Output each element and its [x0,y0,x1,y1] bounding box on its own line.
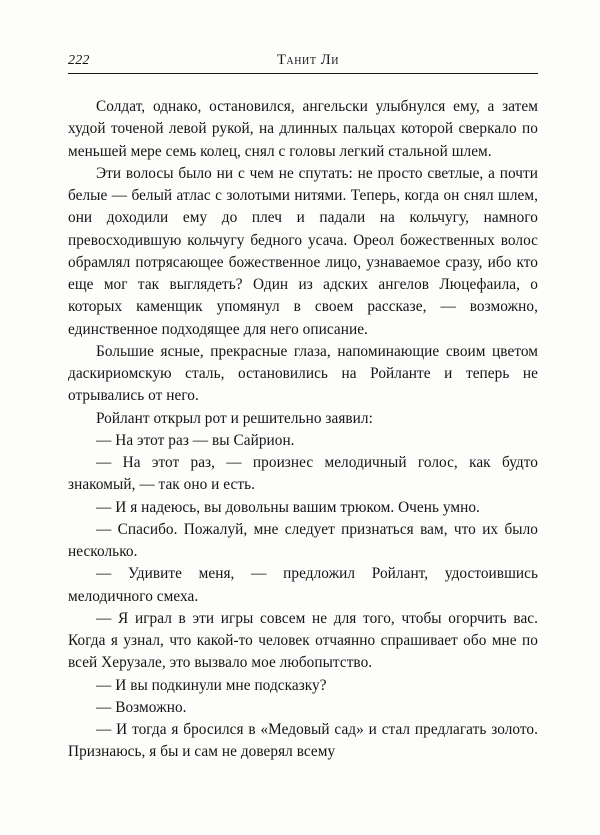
paragraph: — Удивите меня, — предложил Ройлант, удостоившись мелодичного смеха. [68,565,538,605]
header-rule [68,73,538,74]
paragraph: — И тогда я бросился в «Медовый сад» и стал предлагать золото. Признаюсь, я бы и сам не доверял всему [68,721,538,761]
paragraph: — Я играл в эти игры совсем не для того, чтобы огорчить вас. Когда я узнал, что какой-то человек отчаянно спрашивает обо мне по всей Херузале, это вызвало мое любопытство. [68,609,538,672]
paragraph: Большие ясные, прекрасные глаза, напоминающие своим цветом даскириомскую сталь, остановились на Ройланте и теперь не отрывались от него. [68,342,538,405]
body-text [68,96,538,764]
page-number: 222 [68,53,90,68]
paragraph: — На этот раз — вы Сайрион. [96,431,295,449]
paragraph: Эти волосы было ни с чем не спутать: не просто светлые, а почти белые — белый атлас с золотыми нитями. Теперь, когда он снял шлем, они доходили ему до плеч и падали на кольчугу, намного превосходившую кольчугу бедного усача. Ореол божественных волос обрамлял потрясающее божественное лицо, узнаваемое сразу, ибо кто еще мог так выглядеть? Один из адских ангелов Люцефаила, о которых каменщик упомянул в своем рассказе, — возможно, единственное подходящее для него описание. [68,164,538,338]
paragraph: — И вы подкинули мне подсказку? [96,676,327,694]
running-head [68,52,538,69]
paragraph: — Возможно. [96,698,187,716]
paragraph: — На этот раз, — произнес мелодичный голос, как будто знакомый, — так оно и есть. [68,454,538,494]
running-title: Танит Ли [276,52,340,68]
paragraph: — И я надеюсь, вы довольны вашим трюком. Очень умно. [96,498,480,516]
paragraph: Ройлант открыл рот и решительно заявил: [96,409,373,427]
paragraph: Солдат, однако, остановился, ангельски улыбнулся ему, а затем худой точеной левой рукой, на длинных пальцах которой сверкало по меньшей мере семь колец, снял с головы легкий стальной шлем. [68,98,538,160]
paragraph: — Спасибо. Пожалуй, мне следует признаться вам, что их было несколько. [68,520,538,560]
